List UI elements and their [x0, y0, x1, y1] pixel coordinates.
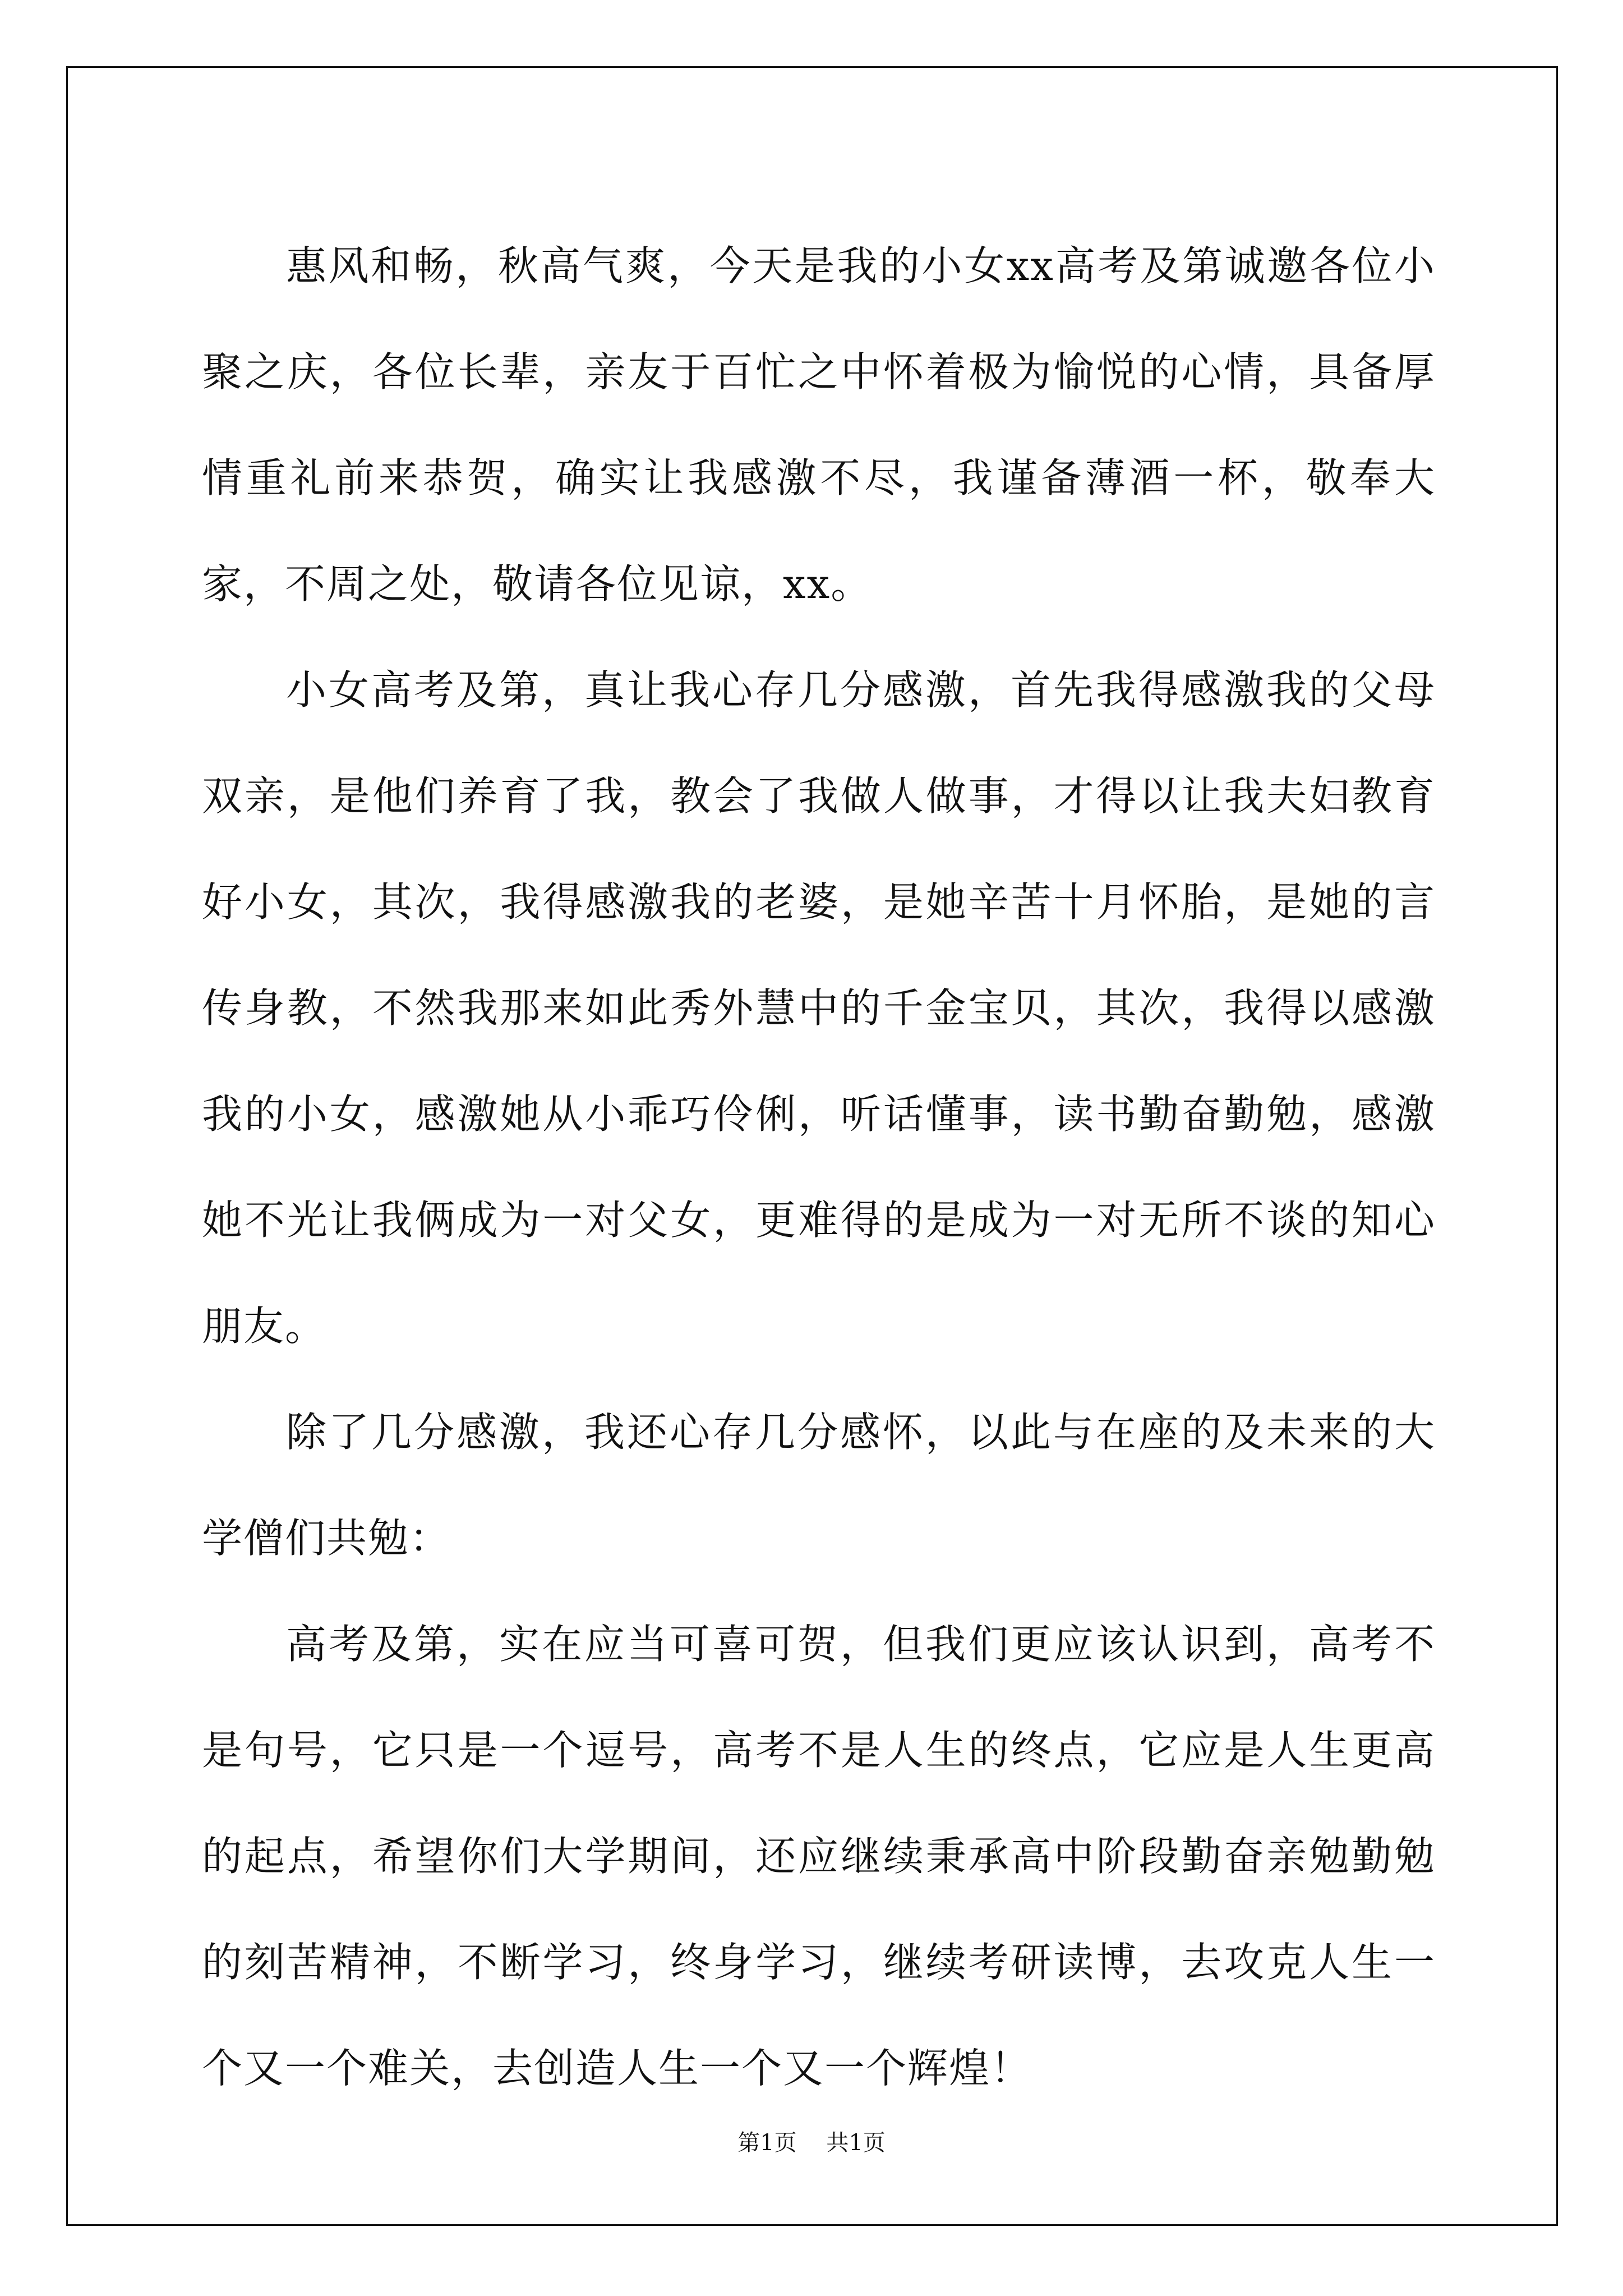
paragraph-3: 除了几分感激，我还心存几分感怀，以此与在座的及未来的大学僧们共勉：: [202, 1409, 1436, 1562]
document-body: [202, 213, 1436, 2122]
paragraph-2: 小女高考及第，真让我心存几分感激，首先我得感激我的父母双亲，是他们养育了我，教会了我做人做事，才得以让我夫妇教育好小女，其次，我得感激我的老婆，是她辛苦十月怀胎，是她的言传身教，不然我那来如此秀外慧中的千金宝贝，其次，我得以感激我的小女，感激她从小乖巧伶俐，听话懂事，读书勤奋勤勉，感激她不光让我俩成为一对父女，更难得的是成为一对无所不谈的知心朋友。: [202, 666, 1436, 1350]
page-footer: [0, 2129, 1623, 2157]
page-total: 共1页: [826, 2130, 886, 2156]
paragraph-1: 惠风和畅，秋高气爽，今天是我的小女xx高考及第诚邀各位小聚之庆，各位长辈，亲友于百忙之中怀着极为愉悦的心情，具备厚情重礼前来恭贺，确实让我感激不尽，我谨备薄酒一杯，敬奉大家，不周之处，敬请各位见谅，xx。: [202, 242, 1436, 608]
page-number: 第1页: [737, 2130, 797, 2156]
paragraph-4: 高考及第，实在应当可喜可贺，但我们更应该认识到，高考不是句号，它只是一个逗号，高考不是人生的终点，它应是人生更高的起点，希望你们大学期间，还应继续秉承高中阶段勤奋亲勉勤勉的刻苦精神，不断学习，终身学习，继续考研读博，去攻克人生一个又一个难关，去创造人生一个又一个辉煌！: [202, 1621, 1436, 2092]
